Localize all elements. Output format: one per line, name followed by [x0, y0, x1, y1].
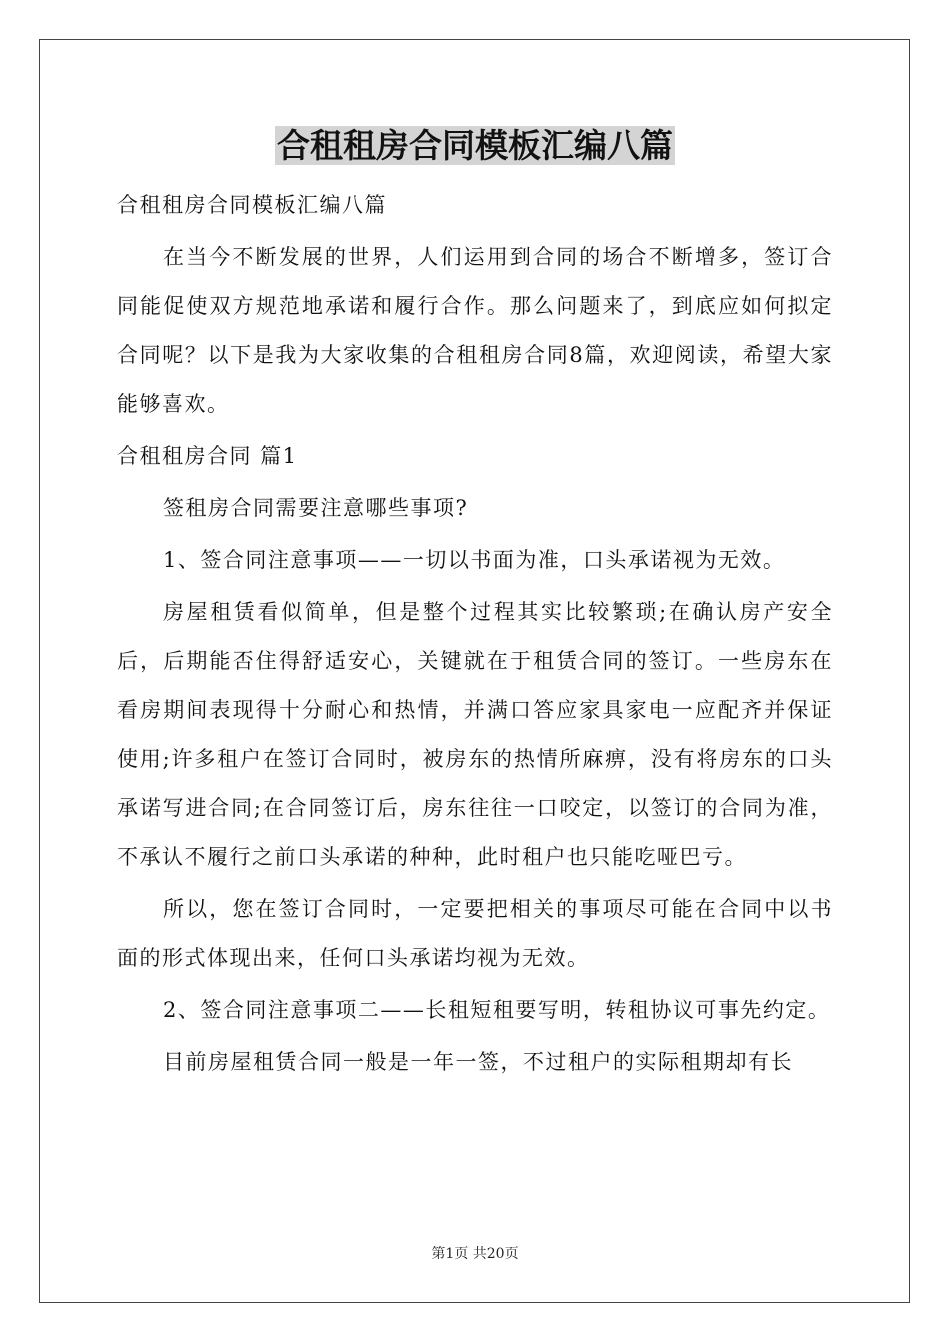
document-title	[0, 122, 950, 170]
paragraph: 签租房合同需要注意哪些事项?	[163, 496, 469, 520]
paragraph: 1、签合同注意事项——一切以书面为准，口头承诺视为无效。	[163, 548, 786, 572]
page-number: 第1页 共20页	[431, 1246, 519, 1262]
paragraph: 2、签合同注意事项二——长租短租要写明，转租协议可事先约定。	[163, 998, 831, 1022]
paragraph: 所以，您在签订合同时，一定要把相关的事项尽可能在合同中以书面的形式体现出来，任何口头承诺均视为无效。	[117, 897, 833, 970]
paragraph: 在当今不断发展的世界，人们运用到合同的场合不断增多，签订合同能促使双方规范地承诺和履行合作。那么问题来了，到底应如何拟定合同呢？以下是我为大家收集的合租租房合同8篇，欢迎阅读，希望大家能够喜欢。	[117, 245, 833, 416]
page-footer	[0, 1244, 950, 1264]
document-title-text: 合租租房合同模板汇编八篇	[277, 126, 673, 165]
paragraph: 合租租房合同模板汇编八篇	[117, 193, 387, 217]
paragraph: 房屋租赁看似简单，但是整个过程其实比较繁琐;在确认房产安全后，后期能否住得舒适安心，关键就在于租赁合同的签订。一些房东在看房期间表现得十分耐心和热情，并满口答应家具家电一应配齐并保证使用;许多租户在签订合同时，被房东的热情所麻痹，没有将房东的口头承诺写进合同;在合同签订后，房东往往一口咬定，以签订的合同为准，不承认不履行之前口头承诺的种种，此时租户也只能吃哑巴亏。	[117, 600, 833, 869]
document-body	[117, 181, 833, 1090]
paragraph: 目前房屋租赁合同一般是一年一签，不过租户的实际租期却有长	[163, 1050, 793, 1074]
paragraph: 合租租房合同 篇1	[117, 444, 298, 468]
